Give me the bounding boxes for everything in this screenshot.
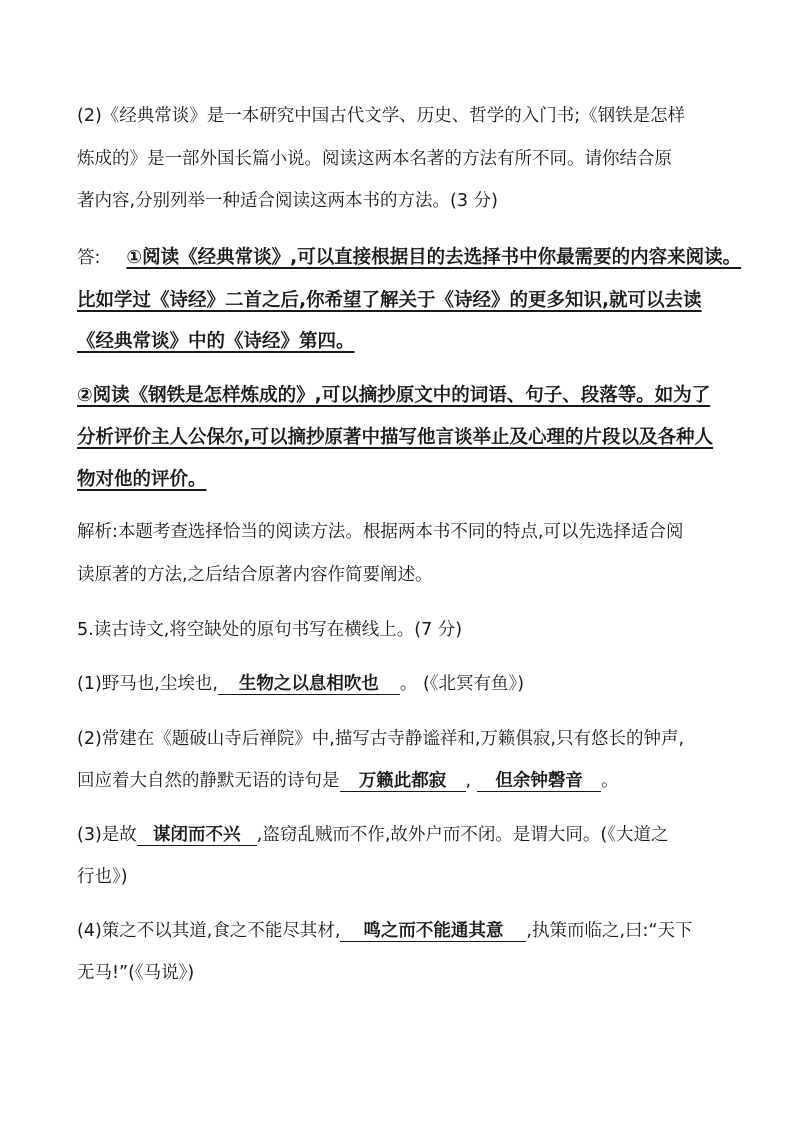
answer-prefix: 答: (77, 248, 101, 268)
q5-item4-blank: 鸣之而不能通其意 (340, 921, 526, 942)
q5-item2-blank2: 但余钟磬音 (477, 771, 601, 792)
analysis-line2: 读原著的方法,之后结合原著内容作简要阐述。 (77, 565, 433, 585)
q5-item2-mid: , (465, 771, 472, 791)
q5-item1-post: 。 (《北冥有鱼》) (399, 674, 525, 694)
q5-item4-line1 (77, 920, 693, 942)
q5-item3-blank: 谋闭而不兴 (137, 825, 257, 846)
q5-item3-line1 (77, 824, 669, 846)
answer-2-text-line2: 分析评价主人公保尔,可以摘抄原著中描写他言谈举止及心理的片段以及各种人 (77, 427, 714, 448)
q5-item4-pre: (4)策之不以其道,食之不能尽其材, (77, 921, 341, 941)
q5-item4-post: ,执策而临之,曰:“天下 (526, 921, 693, 941)
q5-item4-line2: 无马!”(《马说》) (77, 963, 195, 983)
answer-2-text-line3: 物对他的评价。 (77, 469, 207, 490)
q2-text-line2: 炼成的》是一部外国长篇小说。阅读这两本名著的方法有所不同。请你结合原 (77, 149, 672, 169)
answer-2-text-line1: ②阅读《钢铁是怎样炼成的》,可以摘抄原文中的词语、句子、段落等。如为了 (77, 385, 711, 406)
q2-text-line3: 著内容,分别列举一种适合阅读这两本书的方法。(3 分) (77, 191, 498, 211)
q5-item1 (77, 673, 524, 695)
q5-item2-line1: (2)常建在《题破山寺后禅院》中,描写古寺静谧祥和,万籁俱寂,只有悠长的钟声, (77, 729, 685, 749)
q5-item2-post: 。 (601, 771, 619, 791)
q5-item1-pre: (1)野马也,尘埃也, (77, 674, 218, 694)
q5-title: 5.读古诗文,将空缺处的原句书写在横线上。(7 分) (77, 620, 463, 640)
q5-item2-pre: 回应着大自然的静默无语的诗句是 (77, 771, 340, 791)
q2-text-line1: (2)《经典常谈》是一本研究中国古代文学、历史、哲学的入门书;《钢铁是怎样 (77, 106, 686, 126)
answer-1-text: ①阅读《经典常谈》,可以直接根据目的去选择书中你最需要的内容来阅读。 (126, 247, 742, 268)
analysis-line1: 解析:本题考查选择恰当的阅读方法。根据两本书不同的特点,可以先选择适合阅 (77, 522, 684, 542)
q5-item3-line2: 行也》) (77, 867, 128, 887)
answer-1-text-line2: 比如学过《诗经》二首之后,你希望了解关于《诗经》的更多知识,就可以去读 (77, 290, 702, 311)
answer-line1 (77, 247, 741, 269)
q5-item2-blank1: 万籁此都寂 (340, 771, 466, 792)
answer-1-text-line3: 《经典常谈》中的《诗经》第四。 (77, 331, 355, 352)
q5-item2-line2 (77, 770, 619, 792)
q5-item3-pre: (3)是故 (77, 825, 137, 845)
q5-item3-post: ,盗窃乱贼而不作,故外户而不闭。是谓大同。(《大道之 (256, 825, 669, 845)
q5-item1-blank: 生物之以息相吹也 (218, 674, 400, 695)
